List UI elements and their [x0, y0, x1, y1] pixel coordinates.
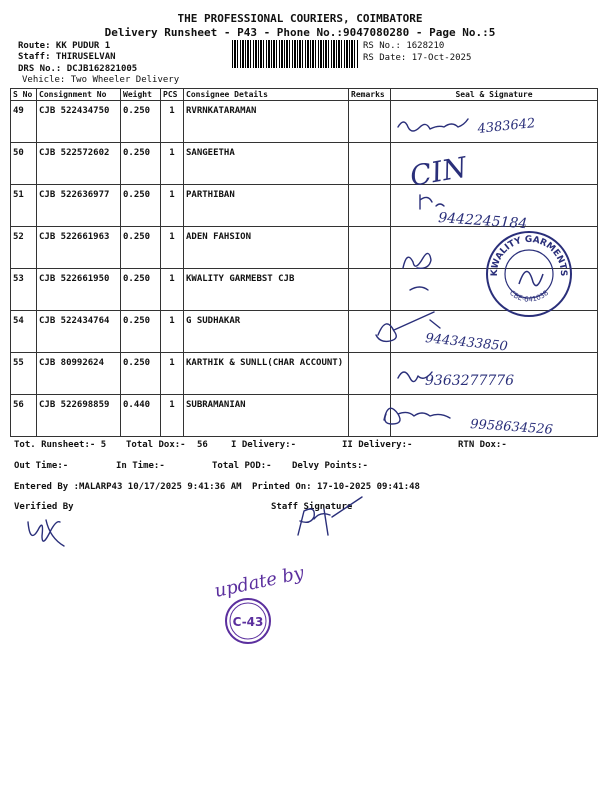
- cell-pcs: 1: [161, 311, 184, 353]
- cell-consignee: G SUDHAKAR: [184, 311, 349, 353]
- cell-consignment: CJB 522636977: [37, 185, 121, 227]
- cell-sno: 53: [11, 269, 37, 311]
- stamp-code: C-43: [232, 615, 264, 629]
- svg-text:CBE-641038: [508, 289, 550, 304]
- col-seal-signature: Seal & Signature: [391, 89, 598, 101]
- cell-consignee: KWALITY GARMEBST CJB: [184, 269, 349, 311]
- cell-pcs: 1: [161, 185, 184, 227]
- cell-consignment: CJB 522434750: [37, 101, 121, 143]
- cell-weight: 0.250: [121, 143, 161, 185]
- cell-weight: 0.250: [121, 353, 161, 395]
- row49-phone: 4383642: [476, 116, 537, 137]
- cell-pcs: 1: [161, 143, 184, 185]
- verified-by-label: Verified By: [14, 502, 74, 512]
- row50-initials: CIN: [407, 150, 470, 193]
- cell-sno: 50: [11, 143, 37, 185]
- vehicle-label: Vehicle: Two Wheeler Delivery: [22, 75, 180, 85]
- in-time: In Time:-: [116, 461, 165, 471]
- total-dox-label: Total Dox:-: [126, 440, 186, 450]
- cell-weight: 0.250: [121, 185, 161, 227]
- row51-phone: 9442245184: [437, 210, 528, 233]
- tot-runsheet: Tot. Runsheet:- 5: [14, 440, 107, 450]
- cell-sno: 52: [11, 227, 37, 269]
- staff-signature: [290, 495, 370, 545]
- delvy-points: Delvy Points:-: [292, 461, 368, 471]
- drs-label: DRS No.: DCJB162821005: [18, 64, 138, 74]
- cell-weight: 0.440: [121, 395, 161, 437]
- runsheet-subtitle: Delivery Runsheet - P43 - Phone No.:9047080280 - Page No.:5: [104, 26, 496, 39]
- col-remarks: Remarks: [349, 89, 391, 101]
- cell-sno: 55: [11, 353, 37, 395]
- col-consignee: Consignee Details: [184, 89, 349, 101]
- entered-by: Entered By :MALARP43 10/17/2025 9:41:36 AM: [14, 482, 242, 492]
- cell-consignment: CJB 522661963: [37, 227, 121, 269]
- cell-sno: 49: [11, 101, 37, 143]
- cell-consignment: CJB 80992624: [37, 353, 121, 395]
- i-delivery: I Delivery:-: [231, 440, 297, 450]
- kwality-garments-seal: [483, 228, 575, 320]
- col-pcs: PCS: [161, 89, 184, 101]
- cell-consignee: RVRNKATARAMAN: [184, 101, 349, 143]
- cell-weight: 0.250: [121, 101, 161, 143]
- cell-consignment: CJB 522661950: [37, 269, 121, 311]
- cell-sno: 54: [11, 311, 37, 353]
- cell-consignee: SUBRAMANIAN: [184, 395, 349, 437]
- update-note: update by: [212, 562, 306, 602]
- cell-weight: 0.250: [121, 227, 161, 269]
- cell-consignment: CJB 522572602: [37, 143, 121, 185]
- cell-consignee: PARTHIBAN: [184, 185, 349, 227]
- cell-consignment: CJB 522434764: [37, 311, 121, 353]
- cell-pcs: 1: [161, 353, 184, 395]
- row54-phone: 9443433850: [424, 331, 509, 355]
- ii-delivery: II Delivery:-: [342, 440, 413, 450]
- cell-pcs: 1: [161, 227, 184, 269]
- printed-on: Printed On: 17-10-2025 09:41:48: [252, 482, 420, 492]
- rs-number: RS No.: 1628210: [363, 41, 445, 51]
- cell-pcs: 1: [161, 101, 184, 143]
- row56-phone: 9958634526: [469, 417, 554, 438]
- total-dox-value: 56: [197, 440, 208, 450]
- cell-weight: 0.250: [121, 311, 161, 353]
- cell-pcs: 1: [161, 269, 184, 311]
- route-label: Route: KK PUDUR 1: [18, 41, 111, 51]
- seal-name: KWALITY GARMENTS: [489, 234, 569, 277]
- col-consignment: Consignment No: [37, 89, 121, 101]
- seal-sub: CBE-641038: [507, 288, 551, 304]
- cell-sno: 56: [11, 395, 37, 437]
- cell-consignee: ADEN FAHSION: [184, 227, 349, 269]
- col-weight: Weight: [121, 89, 161, 101]
- update-stamp: [208, 562, 328, 645]
- row55-phone: 9363277776: [425, 373, 515, 389]
- cell-pcs: 1: [161, 395, 184, 437]
- col-sno: S No: [11, 89, 37, 101]
- cell-weight: 0.250: [121, 269, 161, 311]
- total-pod: Total POD:-: [212, 461, 272, 471]
- out-time: Out Time:-: [14, 461, 69, 471]
- cell-consignment: CJB 522698859: [37, 395, 121, 437]
- cell-sno: 51: [11, 185, 37, 227]
- cell-consignee: SANGEETHA: [184, 143, 349, 185]
- cell-consignee: KARTHIK & SUNLL(CHAR ACCOUNT): [184, 353, 349, 395]
- staff-signature-label: Staff Signature: [271, 502, 353, 512]
- rs-date: RS Date: 17-Oct-2025: [363, 53, 472, 63]
- staff-label: Staff: THIRUSELVAN: [18, 52, 116, 62]
- company-title: THE PROFESSIONAL COURIERS, COIMBATORE: [177, 12, 423, 25]
- rtn-dox: RTN Dox:-: [458, 440, 507, 450]
- verified-signature: [20, 512, 80, 554]
